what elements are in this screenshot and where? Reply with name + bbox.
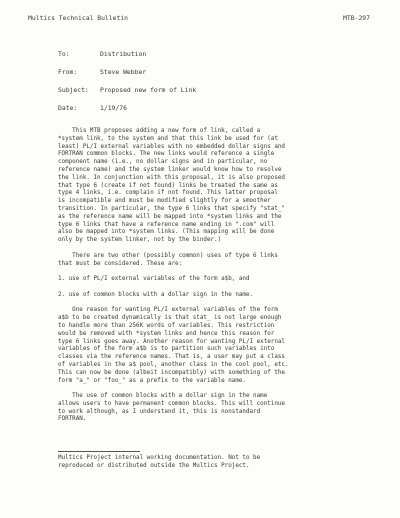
- paragraph-gap: [58, 268, 354, 276]
- body-line: type 4 links, i.e. complain if not found. This latter proposal: [58, 190, 278, 197]
- memo-to-value: Distribution: [100, 50, 147, 58]
- paragraph-gap: [58, 245, 354, 253]
- memo-subject-value: Proposed new form of Link: [100, 86, 197, 94]
- body-line: only by the system linker, not by the binder.): [58, 237, 222, 244]
- body-line: This MTB proposes adding a new form of link, called a: [58, 128, 261, 134]
- body-line: to work although, as I understand it, this is nonstandard: [58, 408, 261, 415]
- body-line: variables of the form a$b is to partition such variables into: [58, 346, 275, 353]
- body-line: type 6 links goes away. Another reason for wanting PL/I external: [58, 338, 285, 345]
- memo-date: [58, 104, 127, 112]
- body-line: There are two other (possibly common) uses of type 6 links: [58, 252, 278, 259]
- memo-from: [58, 68, 146, 76]
- body-line: the link. In conjunction with this proposal, it is also proposed: [58, 174, 285, 181]
- footnote-rule: [58, 451, 140, 452]
- memo-date-label: Date:: [58, 104, 78, 112]
- paragraph-gap: [58, 385, 354, 393]
- body-line: FORTRAN.: [58, 416, 87, 423]
- body-line: form "a_" or "foo_" as a prefix to the variable name.: [58, 377, 246, 384]
- body-line: to handle more than 256K words of variables. This restriction: [58, 322, 275, 329]
- footnote: [58, 455, 354, 471]
- body-line: 1. use of PL/I external variables of the form a$b, and: [58, 276, 250, 283]
- body-line: would be removed with *system links and hence this reason for: [58, 330, 275, 337]
- paragraph-gap: [58, 300, 354, 308]
- body-line: component name (i.e., no dollar signs and in particular, no: [58, 159, 268, 166]
- body-line: type 6 links that have a reference name ending in ".com" will: [58, 221, 275, 228]
- body-line: of variables in the a$ pool, another class in the cool pool, etc.: [58, 361, 289, 368]
- body-line: that must be considered. These are:: [58, 260, 183, 267]
- memo-from-label: From:: [58, 68, 78, 76]
- body-line: *system link, to the system and that this link be used for (at: [58, 135, 278, 142]
- memo-to: [58, 50, 146, 58]
- bulletin-title: Multics Technical Bulletin: [28, 14, 129, 22]
- memo-from-value: Steve Webber: [100, 68, 147, 76]
- body-line: least) PL/I external variables with no embedded dollar signs and: [58, 143, 285, 150]
- body-line: reference name) and the system linker would know how to resolve: [58, 166, 282, 173]
- body-line: that type 6 (create if not found) links be treated the same as: [58, 182, 278, 189]
- memo-to-label: To:: [58, 50, 70, 58]
- bulletin-number: MTB-297: [343, 14, 370, 22]
- memo-subject-label: Subject:: [58, 86, 89, 94]
- body-line: allows users to have permanent common blocks. This will continue: [58, 400, 285, 407]
- memo-date-value: 1/19/76: [100, 104, 127, 112]
- body-line: is incompatible and must be modified slightly for a smoother: [58, 198, 271, 205]
- body-line: The use of common blocks with a dollar sign in the name: [58, 393, 268, 400]
- body-line: also be mapped into *system links. (This mapping will be done: [58, 229, 275, 236]
- body-line: FORTRAN common blocks. The new links would reference a single: [58, 151, 275, 158]
- footnote-line: Multics Project internal working documentation. Not to be: [58, 455, 261, 461]
- paragraph-gap: [58, 284, 354, 292]
- body-line: This can now be done (albeit incompatibly) with something of the: [58, 369, 285, 376]
- memo-subject: [58, 86, 196, 94]
- body-line: as the reference name will be mapped into *system links and the: [58, 213, 282, 220]
- body-line: One reason for wanting PL/I external variables of the form: [58, 307, 278, 314]
- body-line: transition. In particular, the type 6 links that specify "stat_": [58, 205, 285, 212]
- memo-body: [58, 128, 354, 424]
- body-line: classes via the reference names. That is, a user may put a class: [58, 354, 285, 361]
- body-line: a$b to be created dynamically is that stat_ is not large enough: [58, 315, 282, 322]
- footnote-line: reproduced or distributed outside the Multics Project.: [58, 462, 250, 469]
- running-header: [28, 14, 370, 24]
- body-line: 2. use of common blocks with a dollar sign in the name.: [58, 291, 254, 298]
